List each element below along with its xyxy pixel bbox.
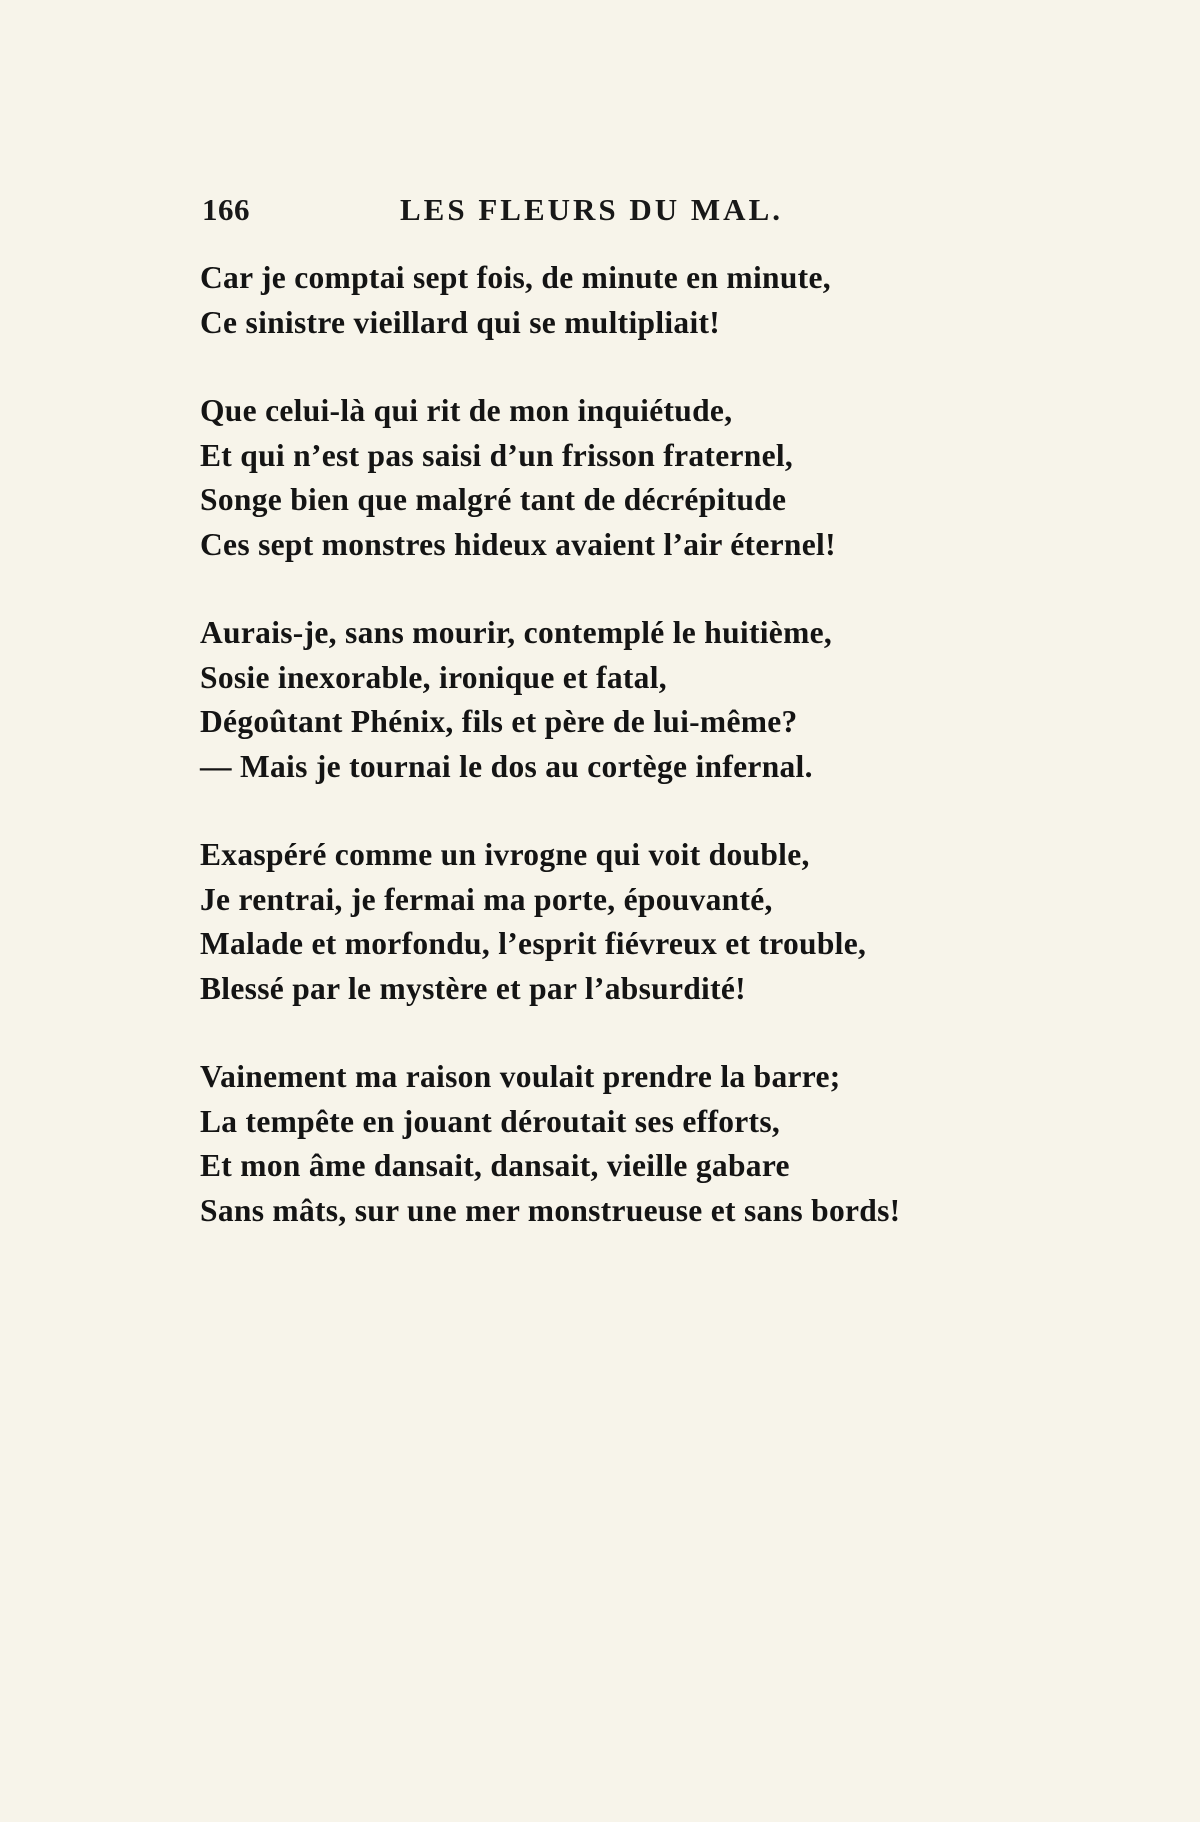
verse-line: La tempête en jouant déroutait ses efforts, [200,1103,781,1139]
verse-line: Malade et morfondu, l’esprit fiévreux et trouble, [200,926,867,961]
verse-line: Vainement ma raison voulait prendre la barre; [200,1059,841,1094]
verse-line: Et qui n’est pas saisi d’un frisson fraternel, [200,437,794,473]
running-title: LES FLEURS DU MAL. [400,192,783,227]
verse-line: Sosie inexorable, ironique et fatal, [200,659,667,695]
page-number: 166 [202,192,250,227]
verse-line: Ces sept monstres hideux avaient l’air éternel! [200,526,836,562]
verse-line: Aurais-je, sans mourir, contemplé le huitième, [200,615,833,650]
verse-line: Dégoûtant Phénix, fils et père de lui-même? [200,704,798,739]
poem-text [200,256,1020,1277]
stanza-4 [200,833,1020,1011]
verse-line: Sans mâts, sur une mer monstrueuse et sans bords! [200,1192,901,1228]
verse-line: Car je comptai sept fois, de minute en minute, [200,260,831,295]
verse-line: Songe bien que malgré tant de décrépitude [200,482,787,517]
stanza-3 [200,611,1020,789]
stanza-2 [200,389,1020,567]
stanza-5 [200,1055,1020,1233]
verse-line: Je rentrai, je fermai ma porte, épouvanté, [200,881,773,917]
verse-line: — Mais je tournai le dos au cortège infernal. [200,748,813,784]
verse-line: Blessé par le mystère et par l’absurdité! [200,970,746,1006]
verse-line: Ce sinistre vieillard qui se multipliait! [200,304,721,340]
stanza-1 [200,256,1020,345]
verse-line: Que celui-là qui rit de mon inquiétude, [200,393,733,428]
verse-line: Et mon âme dansait, dansait, vieille gabare [200,1148,790,1183]
running-head [202,192,962,232]
verse-line: Exaspéré comme un ivrogne qui voit double, [200,837,810,872]
